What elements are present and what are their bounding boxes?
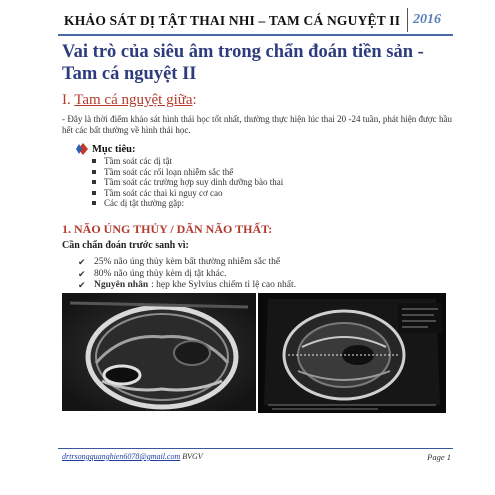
diamond-bullet-icon	[76, 143, 90, 155]
page-header	[58, 10, 453, 36]
objectives-heading	[76, 143, 135, 155]
section-2-heading: 1. NÃO ÚNG THỦY / DÃN NÃO THẤT:	[62, 222, 273, 236]
ultrasound-scan-right	[258, 293, 446, 413]
header-title: KHẢO SÁT DỊ TẬT THAI NHI – TAM CÁ NGUYỆT II	[64, 13, 401, 28]
checkmark-icon: ✔	[78, 280, 86, 290]
footer-email-link[interactable]: drtrsongquanghien6078@gmail.com	[62, 452, 181, 461]
objectives-list	[92, 156, 283, 209]
header-divider	[407, 8, 408, 32]
page-number: Page 1	[427, 452, 451, 462]
ultrasound-image-left	[62, 293, 256, 411]
footer-rule	[58, 448, 453, 449]
section-1-title: Tam cá nguyệt giữa	[74, 92, 193, 108]
square-bullet-icon	[92, 191, 96, 195]
ultrasound-image-right	[258, 293, 446, 413]
checkmark-icon: ✔	[78, 268, 86, 279]
list-item: ✔ 25% não úng thủy kèm bất thường nhiễm sắc thể	[78, 257, 281, 267]
checkmark-icon: ✔	[78, 257, 86, 267]
square-bullet-icon	[92, 170, 96, 174]
section-1-heading	[62, 92, 197, 109]
list-item: Các dị tật thường gặp:	[92, 198, 283, 209]
list-item: ✔ Nguyên nhân : hẹp khe Sylvius chiếm tỉ lệ cao nhất.	[78, 280, 296, 290]
document-title: Vai trò của siêu âm trong chẩn đoán tiền sản - Tam cá nguyệt II	[62, 42, 424, 84]
reasons-list	[78, 257, 296, 292]
footer-contact	[62, 452, 203, 461]
section-1-number: I.	[62, 92, 75, 108]
list-item: Tầm soát các dị tật	[92, 156, 283, 167]
cause-label: Nguyên nhân	[94, 280, 149, 290]
section-1-colon: :	[192, 92, 197, 108]
square-bullet-icon	[92, 201, 96, 205]
list-item: ✔ 80% não úng thủy kèm dị tật khác.	[78, 268, 227, 279]
list-item: Tầm soát các trường hợp suy dinh dưỡng bào thai	[92, 177, 283, 188]
section-2-subheading: Cần chẩn đoán trước sanh vì:	[62, 240, 189, 251]
ultrasound-scan-left	[62, 293, 256, 411]
section-1-paragraph: - Đây là thời điểm khảo sát hình thái học tốt nhất, thường thực hiện lúc thai 20 -24 tuần, phát hiện được hầu hết các bất thường về hình thái học.	[62, 114, 452, 135]
square-bullet-icon	[92, 180, 96, 184]
footer-org: BVGV	[180, 452, 203, 461]
list-item: Tầm soát các thai kì nguy cơ cao	[92, 188, 283, 199]
header-year: 2016	[413, 12, 441, 27]
square-bullet-icon	[92, 159, 96, 163]
objectives-heading-label: Mục tiêu:	[92, 143, 136, 155]
list-item: Tầm soát các rối loạn nhiễm sắc thể	[92, 167, 283, 178]
